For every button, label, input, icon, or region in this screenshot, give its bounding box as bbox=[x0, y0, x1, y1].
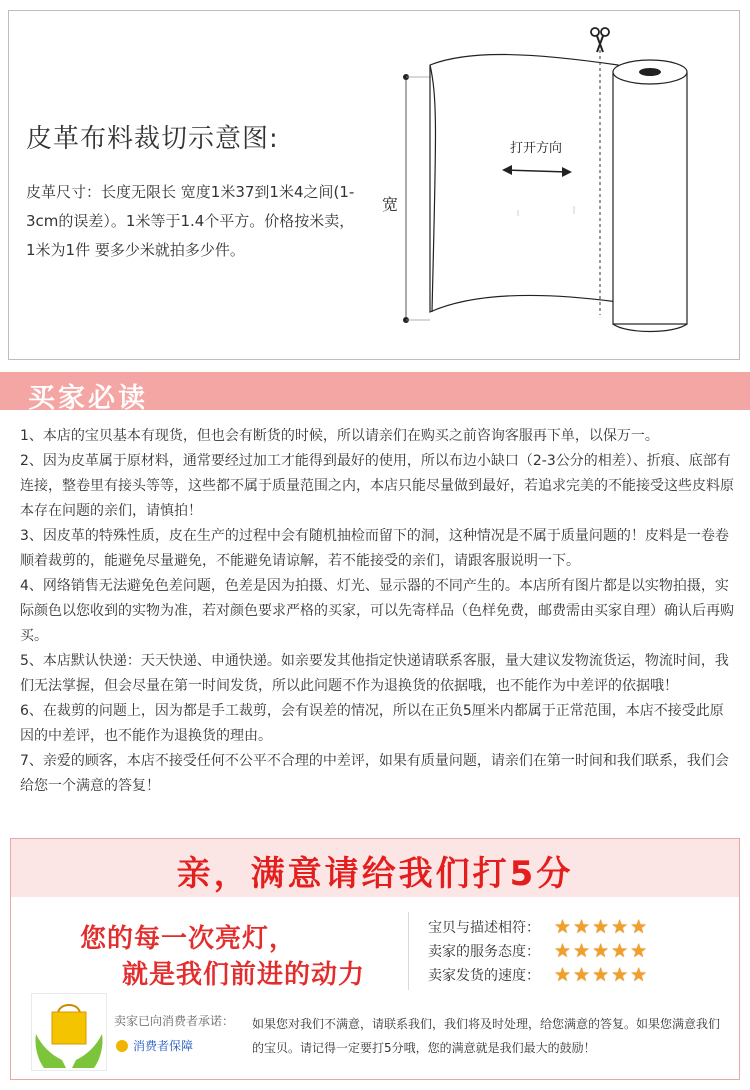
rating-row-description bbox=[428, 916, 649, 938]
notice-item: 6、在裁剪的问题上，因为都是手工裁剪，会有误差的情况，所以在正负5厘米内都属于正常范围，本店不接受此原因的中差评，也不能作为退换货的理由。 bbox=[20, 703, 724, 744]
cutting-description: 皮革尺寸：长度无限长 宽度1米37到1米4之间(1-3cm的误差）。1米等于1.4个平方。价格按米卖，1米为1件 要多少米就拍多少件。 bbox=[26, 183, 355, 259]
rating-header-text: 亲，满意请给我们打5分 bbox=[176, 854, 574, 894]
scissors-icon bbox=[591, 28, 609, 52]
direction-label: 打开方向 bbox=[510, 141, 563, 156]
rating-label: 卖家发货的速度： bbox=[428, 968, 540, 984]
rating-label: 卖家的服务态度： bbox=[428, 944, 540, 960]
satisfaction-promise: 如果您对我们不满意，请联系我们，我们将及时处理，给您满意的答复。如果您满意我们的宝贝。请记得一定要打5分哦，您的满意就是我们最大的鼓励！ bbox=[252, 1017, 721, 1055]
star-rating-icon: ★★★★★ bbox=[554, 964, 650, 986]
notice-item: 4、网络销售无法避免色差问题，色差是因为拍摄、灯光、显示器的不同产生的。本店所有图片都是以实物拍摄，实际颜色以您收到的实物为准，若对颜色要求严格的买家，可以先寄样品（色样免费，邮费需由买家自理）确认后再购买。 bbox=[20, 578, 734, 644]
slogan-line-2: 就是我们前进的动力 bbox=[122, 960, 366, 990]
notice-item: 5、本店默认快递：天天快递、申通快递。如亲要发其他指定快递请联系客服，量大建议发物流货运，物流时间，我们无法掌握，但会尽量在第一时间发货，所以此问题不作为退换货的依据哦，也不能作为中差评的依据哦！ bbox=[20, 653, 729, 694]
leather-roll-diagram bbox=[368, 20, 708, 338]
guarantee-badge-icon bbox=[116, 1040, 128, 1052]
rating-label: 宝贝与描述相符： bbox=[428, 920, 540, 936]
notice-item: 1、本店的宝贝基本有现货，但也会有断货的时候，所以请亲们在购买之前咨询客服再下单，以保万一。 bbox=[20, 428, 659, 444]
must-read-title: 买家必读 bbox=[28, 383, 148, 414]
notice-item: 2、因为皮革属于原材料，通常要经过加工才能得到最好的使用，所以布边小缺口（2-3公分的相差）、折痕、底部有连接，整卷里有接头等等，这些都不属于质量范围之内，本店只能尽量做到最好，若追求完美的不能接受这些皮料原本存在问题的亲们，请慎拍！ bbox=[20, 453, 734, 519]
guarantee-commit-text: 卖家已向消费者承诺： bbox=[114, 1014, 235, 1028]
shopping-bag-hands-icon bbox=[31, 993, 107, 1071]
consumer-guarantee-link[interactable] bbox=[116, 1037, 193, 1054]
vertical-divider bbox=[408, 912, 409, 990]
star-rating-icon: ★★★★★ bbox=[554, 940, 650, 962]
star-rating-icon: ★★★★★ bbox=[554, 916, 650, 938]
notice-list bbox=[20, 424, 736, 799]
rating-row-service bbox=[428, 940, 649, 962]
guarantee-badge-label: 消费者保障 bbox=[133, 1039, 194, 1053]
slogan-line-1: 您的每一次亮灯， bbox=[80, 924, 297, 954]
width-label: 宽 bbox=[382, 195, 399, 214]
roll-core bbox=[639, 68, 661, 76]
cutting-title: 皮革布料裁切示意图: bbox=[26, 124, 279, 154]
notice-item: 7、亲爱的顾客，本店不接受任何不公平不合理的中差评，如果有质量问题，请亲们在第一时间和我们联系，我们会给您一个满意的答复！ bbox=[20, 753, 729, 794]
roll-body bbox=[613, 72, 687, 324]
rating-row-shipping bbox=[428, 964, 649, 986]
unrolled-sheet bbox=[430, 54, 618, 312]
notice-item: 3、因皮革的特殊性质，皮在生产的过程中会有随机抽检而留下的洞，这种情况是不属于质量问题的！皮料是一卷卷顺着裁剪的，能避免尽量避免，不能避免请谅解，若不能接受的亲们，请跟客服说明一下。 bbox=[20, 528, 729, 569]
